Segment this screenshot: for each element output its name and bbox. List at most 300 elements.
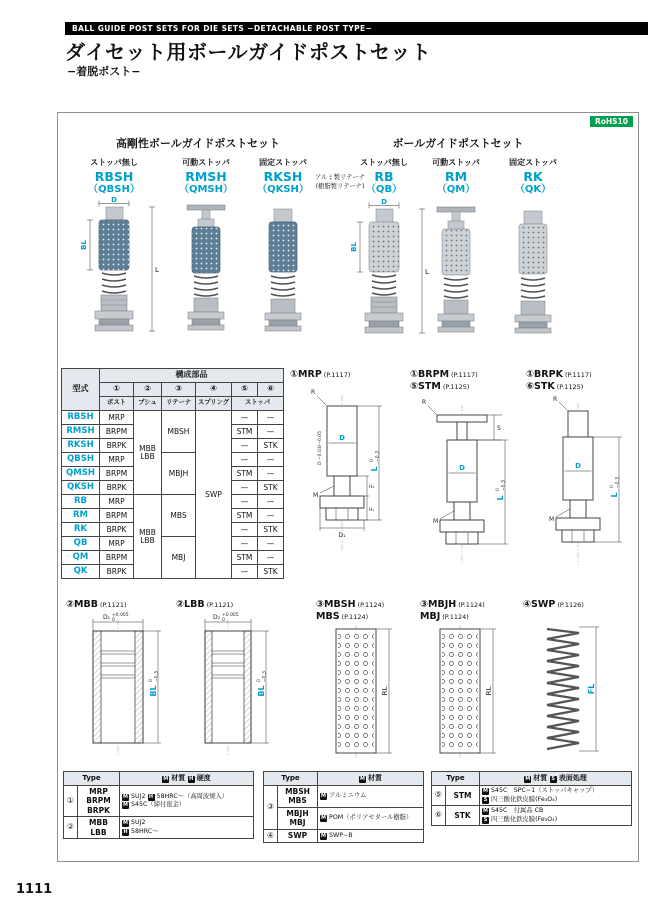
drawing-panel-mrp [290,369,410,575]
dim-bl-tol-lower: −0.3 [154,670,160,682]
row-num: ⑤ [432,786,446,806]
hardness-badge: H [148,793,154,800]
dim-d2-tol-lower: 0 [222,617,225,623]
dim-s: S [497,424,501,432]
dim-label-l: L [155,266,159,274]
drawing-page-ref: (P.1126) [557,601,584,609]
dim-m: M [313,491,319,499]
post-code: BRPK [100,523,134,537]
material-value: SWP−B [329,831,353,839]
spring-code: SWP [196,411,232,579]
stopper5-cell: — [232,439,258,453]
bush-code-2: LBB [140,451,155,461]
post-code: BRPM [100,509,134,523]
col-num-3: ③ [162,383,196,397]
drawing-title [526,369,638,393]
stopper6-cell: — [258,425,284,439]
bush-code-1: MBB [139,443,156,453]
drawing-code: MRP [298,369,322,380]
stopper5-cell: STM [232,551,258,565]
surface-badge: S [483,816,488,823]
dim-bl-tol-upper: 0 [257,679,262,682]
drawing-num: ① [290,369,299,380]
drawing-num: ② [176,599,185,610]
drawing-page-ref: (P.1117) [564,371,592,379]
dim-l: L [610,492,619,498]
spec-row [264,807,424,829]
drawing-code: LBB [184,599,205,610]
stopper6-cell: — [258,551,284,565]
model-code: RM [62,509,100,523]
product-photo-rb [336,199,432,335]
material-header-label: 材質 [368,773,383,782]
material-value: アルミニウム [329,792,367,800]
stopper5-cell: — [232,537,258,551]
eyebrow-text: BALL GUIDE POST SETS FOR DIE SETS −DETACHABLE POST TYPE− [72,24,373,33]
technical-drawing-brpk-stk [526,393,636,571]
material-badge: M [321,832,326,839]
table-header-row [62,369,284,383]
stopper-type-label: ストッパ無し [90,158,138,167]
product-photo-rmsh [174,201,238,331]
type-code: MRP [89,787,108,796]
type-codes [278,807,318,829]
stopper5-cell: — [232,453,258,467]
surface-badge: S [483,796,488,803]
dim-d: D [575,461,581,470]
model-code: QB [62,537,100,551]
spec-text [318,807,424,829]
surface-badge: S [551,775,556,782]
spec-row [64,786,254,817]
stopper-type-label: 固定ストッパ [509,158,557,167]
product-code-alt: （QBSH） [88,184,140,196]
drawing-num: ③ [420,599,429,610]
drawing-num: ① [410,369,419,380]
dim-r: R [311,388,316,396]
material-value: S45C 付属品 CB [491,807,544,814]
stopper6-cell: — [258,467,284,481]
drawing-panel-swp [523,599,613,765]
drawing-panel-lbb [176,599,281,765]
type-codes [446,786,480,806]
spec-header [120,772,254,786]
type-header: Type [64,772,120,786]
group-title-standard: ボールガイドポストセット [392,137,524,150]
parts-header: 構成部品 [100,369,284,383]
product-code-alt: （QK） [514,184,552,196]
post-code: BRPK [100,481,134,495]
spec-text [120,786,254,817]
post-code: MRP [100,411,134,425]
type-codes [278,829,318,843]
dim-rl: RL [485,686,493,696]
type-code: BRPM [86,796,111,806]
drawing-page-ref2: (P.1124) [341,612,369,621]
drawing-num2: ⑤ [410,380,419,392]
bush-code [134,495,162,579]
material-value: SUJ2 [131,792,146,800]
drawing-page-ref: (P.1121) [99,601,127,609]
drawing-code: SWP [531,599,556,610]
post-code: BRPM [100,551,134,565]
dim-d: D [339,433,345,442]
product-code: RM [444,169,468,184]
col-num-5: ⑤ [232,383,258,397]
type-code: MBB [89,818,108,828]
drawing-title [316,599,406,623]
retainer-code: MBJ [162,537,196,579]
stopper5-cell: STM [232,509,258,523]
hardness-badge: H [123,828,128,835]
drawing-page-ref: (P.1124) [357,601,385,609]
dim-d1: D₁ [338,531,346,539]
drawing-title [523,599,613,611]
table-row [62,495,284,509]
type-code: SWP [287,831,308,841]
surface-value: 四三酸化鉄皮膜(Fe₃O₄) [491,795,558,803]
stopper-type-label: ストッパ無し [360,158,408,167]
product-header-rm [414,157,498,195]
spec-header [480,772,632,786]
hardness-badge: H [189,775,194,782]
model-code: RMSH [62,425,100,439]
col-label-bush: ブシュ [134,397,162,411]
dim-bl-tol-lower: −0.3 [262,670,268,682]
product-header-rbsh [72,157,156,195]
dim-l-tol-lower: −0.3 [501,479,507,491]
spec-text [480,786,632,806]
product-code-alt: （QB） [365,184,403,196]
drawing-num: ③ [316,599,325,610]
dim-label-d: D [381,199,387,206]
drawing-page-ref2: (P.1124) [442,612,469,621]
spec-text [480,806,632,826]
stopper6-cell: STK [258,439,284,453]
type-code: BRPK [87,805,110,815]
product-photo-rksh [251,203,315,333]
technical-drawing-swp [523,611,608,761]
drawing-page-ref: (P.1121) [206,601,234,609]
material-badge: M [360,775,365,782]
dim-r: R [422,398,427,406]
dim-l-tol-lower: −0.3 [375,450,381,462]
drawing-num: ② [66,599,75,610]
material-value: POM（ポリアセタール樹脂） [329,813,413,821]
model-code: RKSH [62,439,100,453]
bush-code-2: LBB [140,535,155,545]
dim-m: M [433,517,439,525]
model-header: 型式 [62,369,100,411]
spec-header-row [432,772,632,786]
col-num-6: ⑥ [258,383,284,397]
drawing-code2: STK [534,380,555,392]
dim-rl: RL [381,686,389,696]
dim-bl: BL [149,685,158,697]
material-badge: M [123,793,128,800]
material-badge: M [123,802,128,809]
product-header-rmsh [164,157,248,195]
material-value: SUJ2 [131,819,146,826]
dim-label-bl: BL [350,242,358,252]
spec-row [264,786,424,808]
stopper5-cell: — [232,565,258,579]
stopper6-cell: — [258,495,284,509]
stopper6-cell: STK [258,523,284,537]
model-code: RK [62,523,100,537]
dim-d: D [459,463,465,472]
component-parts-table [61,368,284,579]
stopper6-cell: — [258,411,284,425]
material-badge: M [483,808,488,814]
table-row [62,537,284,551]
page-title: ダイセット用ボールガイドポストセット [65,40,432,64]
stopper-type-label: 可動ストッパ [182,158,230,167]
drawing-num2: ⑥ [526,380,535,392]
hardness-value: 58HRC〜（高周波焼入） [156,792,229,800]
material-badge: M [483,788,488,794]
col-num-4: ④ [196,383,232,397]
type-code: MBSH [285,787,310,796]
product-header-rk [491,157,575,195]
rohs-badge: RoHS10 [590,116,633,127]
stopper6-cell: — [258,537,284,551]
retainer-code: MBJH [162,453,196,495]
product-code: RB [374,169,394,184]
spec-row [432,806,632,826]
spec-header-row [64,772,254,786]
hardness-header-label: 硬度 [196,773,211,782]
dim-l: L [370,466,379,472]
type-codes [446,806,480,826]
material-badge: M [525,775,531,782]
technical-drawing-mbjh [420,623,505,761]
stopper6-cell: — [258,453,284,467]
dim-shaft-tol: D −0.03/−0.05 [318,430,323,465]
material-header-label: 材質 [533,773,548,782]
drawing-page-ref: (P.1117) [323,371,351,379]
material-badge: M [321,793,326,800]
bush-code-1: MBB [139,527,156,537]
col-label-spring: スプリング [196,397,232,411]
type-code: MBS [288,796,307,806]
drawing-code2: MBJ [420,610,441,622]
surface-value: 四三酸化鉄皮膜(Fe₃O₄) [491,815,558,823]
stopper6-cell: STK [258,565,284,579]
product-code: RBSH [94,169,134,184]
dim-l-tol-upper: 0 [610,484,615,488]
drawing-title [66,599,171,611]
post-code: BRPM [100,467,134,481]
retainer-code: MBS [162,495,196,537]
row-num: ④ [264,829,278,843]
drawing-title [420,599,510,623]
dim-r: R [553,395,558,403]
col-num-1: ① [100,383,134,397]
dim-l: L [496,495,505,501]
stopper-type-label: 可動ストッパ [432,158,480,167]
row-num: ① [64,786,78,817]
dim-bl-tol-upper: 0 [149,679,154,682]
drawing-code2: STM [418,380,441,392]
page-number: 1111 [16,882,53,897]
retainer-material-note [310,173,370,192]
material-header-label: 材質 [171,773,186,782]
row-num: ⑥ [432,806,446,826]
stopper5-cell: — [232,495,258,509]
spec-text [120,817,254,839]
drawing-panel-mbb [66,599,171,765]
retainer-note-line1: アルミ製リテーナ [315,174,365,181]
technical-drawing-lbb [176,611,281,761]
dim-l-tol-lower: −0.3 [615,476,621,488]
table-row [62,453,284,467]
stopper5-cell: STM [232,467,258,481]
table-row [62,411,284,425]
stopper5-cell: — [232,411,258,425]
type-codes [78,786,120,817]
dim-l-tol-upper: 0 [370,459,375,462]
type-code: MBJH [286,808,309,818]
stopper6-cell: STK [258,481,284,495]
drawing-title [290,369,410,381]
dim-bl: BL [257,685,266,697]
stopper5-cell: — [232,523,258,537]
drawing-code: BRPK [534,369,563,380]
drawing-page-ref2: (P.1125) [442,382,470,391]
drawing-code: BRPM [418,369,450,380]
model-code: QM [62,551,100,565]
product-code-alt: （QKSH） [257,184,309,196]
col-label-retainer: リテーナ [162,397,196,411]
technical-drawing-mbb [66,611,171,761]
english-title-bar [65,22,648,35]
retainer-note-line2: (樹脂製リテーナ) [315,183,365,191]
post-code: MRP [100,537,134,551]
model-code: QMSH [62,467,100,481]
dim-label-d: D [111,197,117,204]
post-code: BRPK [100,439,134,453]
drawing-num: ① [526,369,535,380]
type-codes [78,817,120,839]
drawing-page-ref: (P.1124) [458,601,485,609]
dim-d1: D₁ [102,613,110,621]
dim-h2: H₂ [369,484,375,490]
technical-drawing-brpm-stm [410,393,528,571]
dim-fl: FL [587,683,596,695]
dim-d2-tol-upper: +0.005 [222,612,239,618]
surface-header-label: 表面処理 [558,773,587,782]
type-header: Type [264,772,318,786]
model-code: QK [62,565,100,579]
product-photo-rbsh [66,197,162,333]
drawing-code: MBB [74,599,98,610]
drawing-page-ref2: (P.1125) [556,382,584,391]
col-label-post: ポスト [100,397,134,411]
material-value: S45C SPC−1（ストッパキャップ） [491,787,599,794]
spec-row [64,817,254,839]
spec-row [264,829,424,843]
drawing-title [176,599,281,611]
dim-m: M [549,515,555,523]
material-badge: M [321,814,326,821]
hardness-value: 58HRC〜 [131,827,159,835]
drawing-code: MBJH [428,599,457,610]
model-code: RB [62,495,100,509]
material-table-stoppers [431,771,632,826]
type-code: STK [454,810,471,820]
stopper5-cell: — [232,481,258,495]
drawing-panel-brpm-stm [410,369,530,575]
product-code-alt: （QMSH） [178,184,234,196]
retainer-code: MBSH [162,411,196,453]
post-code: MRP [100,453,134,467]
spec-text [318,829,424,843]
product-code-alt: （QM） [436,184,476,196]
drawing-panel-mbjh-mbj [420,599,510,765]
model-code: QBSH [62,453,100,467]
material-badge: M [123,820,128,826]
product-code: RKSH [263,169,303,184]
drawing-code: MBSH [324,599,356,610]
spec-text [318,786,424,808]
material-table-retainers [263,771,424,843]
post-code: MRP [100,495,134,509]
technical-drawing-mrp [290,381,408,571]
type-header: Type [432,772,480,786]
group-title-high-rigidity: 高剛性ボールガイドポストセット [115,137,281,150]
dim-d2: D₂ [212,613,220,621]
type-code: MBJ [289,818,306,828]
drawing-panel-mbsh-mbs [316,599,406,765]
col-label-stopper: ストッパ [232,397,284,411]
stopper6-cell: — [258,509,284,523]
dim-l-tol-upper: 0 [496,487,501,491]
model-code: RBSH [62,411,100,425]
bush-code [134,411,162,495]
spec-header-row [264,772,424,786]
main-content-box [57,112,639,862]
material-badge: M [163,775,169,782]
stopper-type-label: 固定ストッパ [259,158,307,167]
row-num: ② [64,817,78,839]
dim-h1: H₁ [369,507,375,513]
spec-header [318,772,424,786]
type-code: LBB [90,827,107,837]
technical-drawing-mbsh [316,623,401,761]
dim-label-l: L [425,268,429,276]
product-photo-rk [501,205,565,335]
col-num-2: ② [134,383,162,397]
stopper5-cell: STM [232,425,258,439]
drawing-code2: MBS [316,610,340,622]
drawing-page-ref: (P.1117) [451,371,478,379]
drawing-title [410,369,530,393]
post-code: BRPM [100,425,134,439]
drawing-panel-brpk-stk [526,369,638,575]
spec-row [432,786,632,806]
row-num: ③ [264,786,278,830]
type-codes [278,786,318,808]
dim-d1-tol-upper: +0.005 [112,612,129,618]
type-code: STM [453,790,472,800]
dim-label-bl: BL [80,240,88,250]
post-code: BRPK [100,565,134,579]
product-code: RK [523,169,543,184]
drawing-num: ④ [523,599,532,610]
dim-d1-tol-lower: 0 [112,617,115,623]
material-table-posts [63,771,254,839]
